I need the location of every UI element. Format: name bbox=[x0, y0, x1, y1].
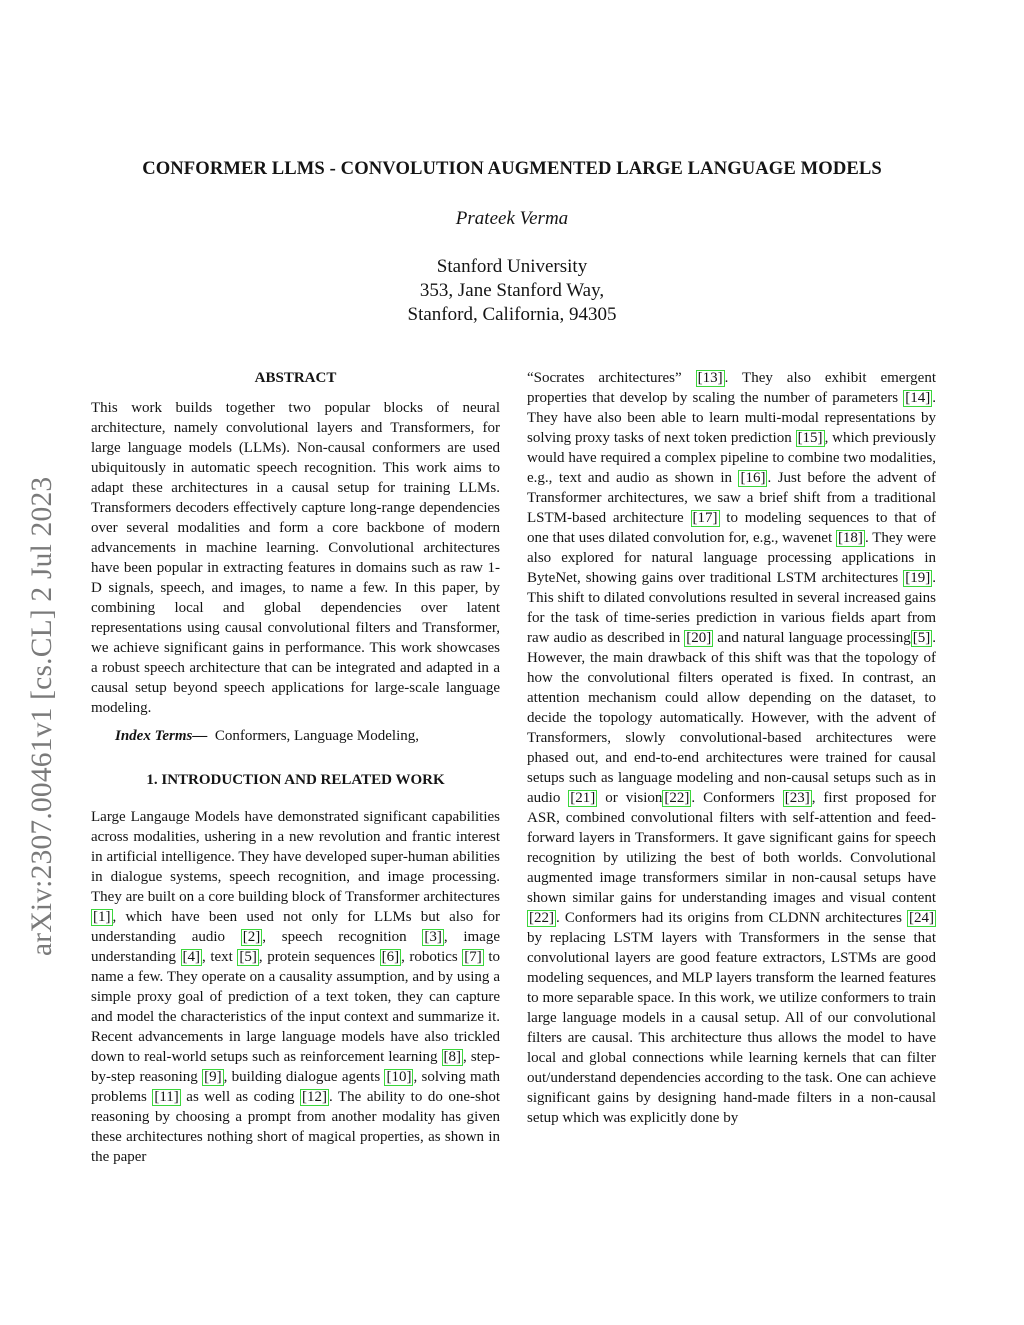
citation-link[interactable]: [22] bbox=[664, 790, 690, 806]
citation-link[interactable]: [12] bbox=[302, 1089, 327, 1105]
left-column bbox=[91, 368, 500, 1167]
intro-text: . Conformers had its origins from CLDNN architectures bbox=[556, 910, 907, 926]
citation-link[interactable]: [5] bbox=[912, 630, 931, 646]
affiliation bbox=[60, 255, 964, 327]
intro-text: , robotics bbox=[401, 949, 463, 965]
citation-link[interactable]: [8] bbox=[443, 1049, 462, 1065]
citation-link[interactable]: [22] bbox=[529, 910, 554, 926]
citation-link[interactable]: [24] bbox=[909, 910, 934, 926]
intro-text: , solving math problems bbox=[91, 1069, 500, 1105]
citation-link[interactable]: [6] bbox=[381, 949, 400, 965]
citation-link[interactable]: [16] bbox=[740, 470, 766, 486]
abstract-text: This work builds together two popular blocks of neural architecture, namely convolutional layers and Transformers, for large language models (LLMs). Non-causal conformers are used ubiquitously in automatic speech recognition. This work aims to adapt these architectures in a causal setup for training LLMs. Transformers decoders effectively capture long-range dependencies over several modalities and form a core backbone of modern advancements in machine learning. Convolutional architectures have been popular in extracting features in domains such as raw 1-D signals, speech, and images, to name a few. In this paper, by combining local and global dependencies over latent representations using causal convolutional filters and Transformer, we achieve significant gains in performance. This work showcases a robust speech architecture that can be integrated and adapted in a causal setup beyond speech applications for large-scale language modeling. bbox=[91, 400, 500, 716]
intro-text: . However, the main drawback of this shift was that the topology of how the convolutional filters operated is fixed. In contrast, an attention mechanism could allow depending on the dataset, to decide the topology automatically. However, with the advent of Transformers, slowly convolutional-based architectures were phased out, and end-to-end architectures were trained for causal setups such as language modeling and non-causal setups such as in audio bbox=[527, 630, 936, 806]
intro-text: by replacing LSTM layers with Transformers in the sense that convolutional layers are good feature extractors, LSTMs are good modeling sequences, and MLP layers transform the learned features to more separable space. In this work, we utilize conformers to train large language models in a causal setup. All of our convolutional filters are causal. This architecture thus allows the model to have local and global connections while learning kernels that can filter out/understand dependencies according to the task. One can achieve significant gains by designing hand-made filters in a non-causal setup which was explicitly done by bbox=[527, 930, 936, 1126]
citation-link[interactable]: [15] bbox=[797, 430, 823, 446]
citation-link[interactable]: [21] bbox=[570, 790, 596, 806]
intro-text: Large Langauge Models have demonstrated significant capabilities across modalities, ushering in a new revolution and frantic interest in artificial intelligence. They have developed super-human abilities in dialogue systems, speech recognition, and image processing. They are built on a core building block of Transformer architectures bbox=[91, 809, 500, 905]
citation-link[interactable]: [9] bbox=[204, 1069, 222, 1085]
citation-link[interactable]: [13] bbox=[697, 370, 723, 386]
citation-link[interactable]: [23] bbox=[784, 790, 810, 806]
intro-text: . Conformers bbox=[691, 790, 783, 806]
citation-link[interactable]: [10] bbox=[386, 1069, 412, 1085]
intro-text: or vision bbox=[597, 790, 663, 806]
intro-text: , protein sequences bbox=[258, 949, 380, 965]
citation-link[interactable]: [17] bbox=[692, 510, 718, 526]
index-terms-label: Index Terms— bbox=[115, 728, 208, 744]
intro-text: . Just before the advent of Transformer architectures, we saw a brief shift from a traditional LSTM-based architecture bbox=[527, 470, 937, 526]
affiliation-line: Stanford University bbox=[436, 256, 588, 277]
intro-text: . They were also explored for natural language processing applications in ByteNet, showing gains over traditional LSTM architectures bbox=[527, 530, 936, 586]
affiliation-line: Stanford, California, 94305 bbox=[407, 304, 617, 325]
index-terms bbox=[91, 726, 500, 746]
intro-text: to name a few. They operate on a causality assumption, and by using a simple proxy goal of prediction of a text token, they can capture and model the characteristics of the input context and summarize it. Recent advancements in large language models have also trickled down to real-world setups such as reinforcement learning bbox=[91, 949, 501, 1065]
intro-text: . This shift to dilated convolutions resulted in several increased gains for the task of time-series prediction in various fields apart from raw audio as described in bbox=[527, 570, 936, 646]
affiliation-line: 353, Jane Stanford Way, bbox=[419, 280, 605, 301]
intro-text: , step-by-step reasoning bbox=[91, 1049, 500, 1085]
arxiv-identifier-watermark: arXiv:2307.00461v1 [cs.CL] 2 Jul 2023 bbox=[26, 476, 58, 956]
intro-text: to modeling sequences to that of one that uses dilated convolution for, e.g., wavenet bbox=[527, 510, 937, 546]
intro-text: “Socrates architectures” bbox=[527, 370, 696, 386]
intro-text: , which previously would have required a complex pipeline to combine two modalities, e.g., text and audio as shown in bbox=[527, 430, 936, 486]
citation-link[interactable]: [1] bbox=[93, 909, 111, 925]
author-name: Prateek Verma bbox=[455, 208, 569, 229]
citation-link[interactable]: [4] bbox=[182, 949, 201, 965]
intro-text: , image understanding bbox=[91, 929, 500, 965]
section-heading: 1. INTRODUCTION AND RELATED WORK bbox=[146, 772, 445, 788]
citation-link[interactable]: [18] bbox=[837, 530, 863, 546]
intro-text: as well as coding bbox=[180, 1089, 300, 1105]
intro-text: , which have been used not only for LLMs but also for understanding audio bbox=[91, 909, 500, 945]
intro-text: , speech recognition bbox=[262, 929, 423, 945]
intro-text: , building dialogue agents bbox=[223, 1069, 385, 1085]
abstract-heading: ABSTRACT bbox=[254, 370, 337, 386]
citation-link[interactable]: [3] bbox=[424, 929, 442, 945]
citation-link[interactable]: [14] bbox=[905, 390, 931, 406]
paper-title: CONFORMER LLMS - CONVOLUTION AUGMENTED LARGE LANGUAGE MODELS bbox=[142, 158, 882, 179]
intro-text: , first proposed for ASR, combined convolutional filters with self-attention and feed-forward layers in Transformers. It gave significant gains for speech recognition by utilizing the best of both worlds. Convolutional augmented image transformers similar in non-causal setups have shown similar gains for understanding images and visual content bbox=[527, 790, 936, 906]
index-terms-text: Conformers, Language Modeling, bbox=[214, 728, 419, 744]
intro-paragraph-right bbox=[527, 368, 936, 1128]
intro-text: , text bbox=[202, 949, 238, 965]
citation-link[interactable]: [19] bbox=[905, 570, 931, 586]
right-column bbox=[527, 368, 936, 1128]
intro-paragraph-left bbox=[91, 807, 500, 1167]
citation-link[interactable]: [2] bbox=[242, 929, 261, 945]
intro-text: and natural language processing bbox=[713, 630, 911, 646]
citation-link[interactable]: [5] bbox=[239, 949, 257, 965]
citation-link[interactable]: [11] bbox=[154, 1089, 179, 1105]
citation-link[interactable]: [20] bbox=[686, 630, 712, 646]
intro-text: . They also exhibit emergent properties that develop by scaling the number of parameters bbox=[527, 370, 937, 406]
intro-text: . They have also been able to learn multi-modal representations by solving proxy tasks of next token prediction bbox=[527, 390, 936, 446]
intro-text: . The ability to do one-shot reasoning by choosing a prompt from another modality has given these architectures nothing short of magical properties, as shown in the paper bbox=[91, 1089, 501, 1165]
citation-link[interactable]: [7] bbox=[464, 949, 482, 965]
